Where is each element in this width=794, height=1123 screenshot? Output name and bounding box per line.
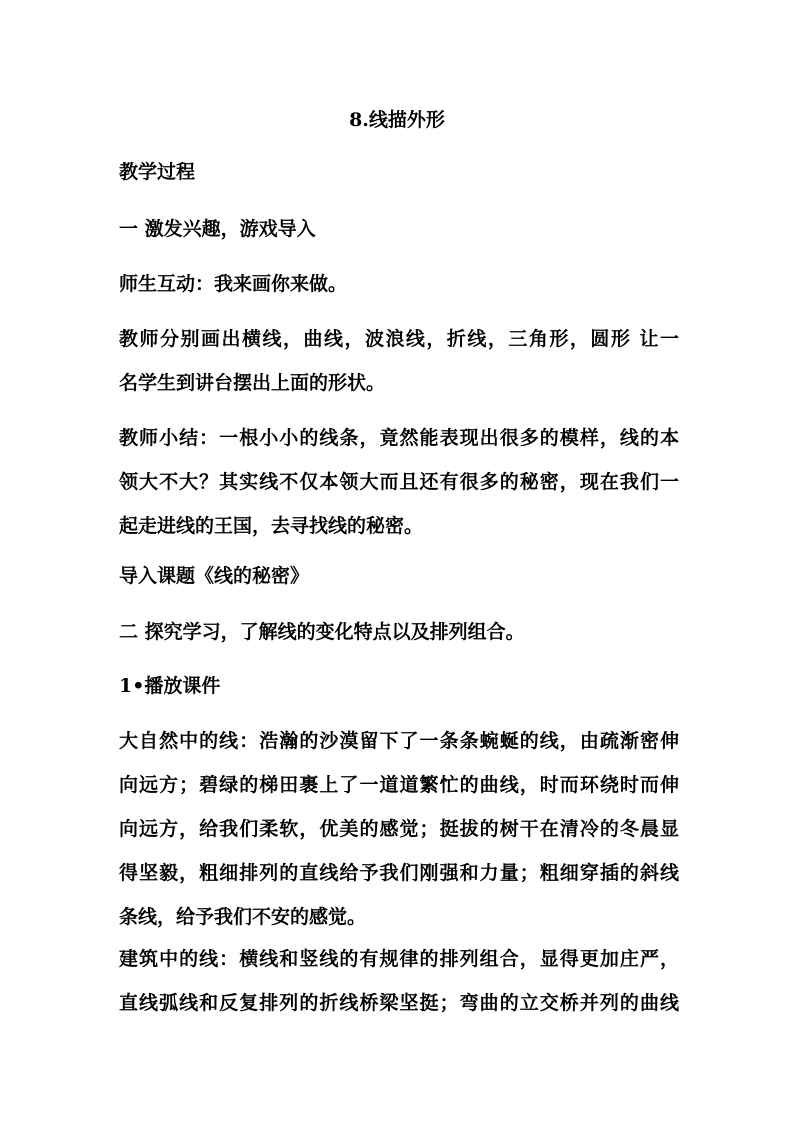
building-lines-line-1: 建筑中的线：横线和竖线的有规律的排列组合，显得更加庄严， — [119, 948, 679, 970]
section2-heading — [119, 610, 679, 654]
teacher-summary-paragraph — [119, 416, 679, 548]
intro-topic-paragraph — [119, 554, 679, 598]
teacher-draw-line-1: 教师分别画出横线，曲线，波浪线，折线，三角形，圆形 让一 — [119, 328, 679, 350]
nature-lines-line-2: 向远方；碧绿的梯田裹上了一道道繁忙的曲线，时而环绕时而伸 — [119, 774, 679, 796]
building-lines-paragraph — [119, 937, 679, 1025]
teacher-summary-line-1: 教师小结：一根小小的线条，竟然能表现出很多的模样，线的本 — [119, 427, 679, 449]
building-lines-line-2: 直线弧线和反复排列的折线桥梁坚挺；弯曲的立交桥并列的曲线 — [119, 992, 679, 1014]
intro-topic-text: 导入课题《线的秘密》 — [119, 565, 310, 587]
section1-heading — [119, 207, 679, 251]
section2-heading-text: 二 探究学习，了解线的变化特点以及排列组合。 — [119, 621, 525, 643]
nature-lines-line-5: 条线，给予我们不安的感觉。 — [119, 906, 367, 928]
nature-lines-line-4: 得坚毅，粗细排列的直线给予我们刚强和力量；粗细穿插的斜线 — [119, 862, 679, 884]
heading-teaching-process — [119, 150, 679, 194]
teacher-summary-line-3: 起走进线的王国，去寻找线的秘密。 — [119, 515, 424, 537]
section1-heading-text: 一 激发兴趣，游戏导入 — [119, 218, 316, 240]
heading-teaching-process-text: 教学过程 — [119, 161, 196, 183]
nature-lines-line-3: 向远方，给我们柔软，优美的感觉；挺拔的树干在清冷的冬晨显 — [119, 818, 679, 840]
nature-lines-paragraph — [119, 719, 679, 939]
teacher-summary-line-2: 领大不大？其实线不仅本领大而且还有很多的秘密，现在我们一 — [119, 471, 679, 493]
interaction-paragraph — [119, 262, 679, 306]
play-courseware-text: 1•播放课件 — [119, 675, 221, 697]
nature-lines-line-1: 大自然中的线：浩瀚的沙漠留下了一条条蜿蜒的线，由疏渐密伸 — [119, 730, 679, 752]
teacher-draw-line-2: 名学生到讲台摆出上面的形状。 — [119, 372, 386, 394]
interaction-text: 师生互动：我来画你来做。 — [119, 273, 348, 295]
teacher-draw-paragraph — [119, 317, 679, 405]
document-title: 8.线描外形 — [349, 109, 445, 131]
play-courseware-paragraph — [119, 664, 679, 708]
